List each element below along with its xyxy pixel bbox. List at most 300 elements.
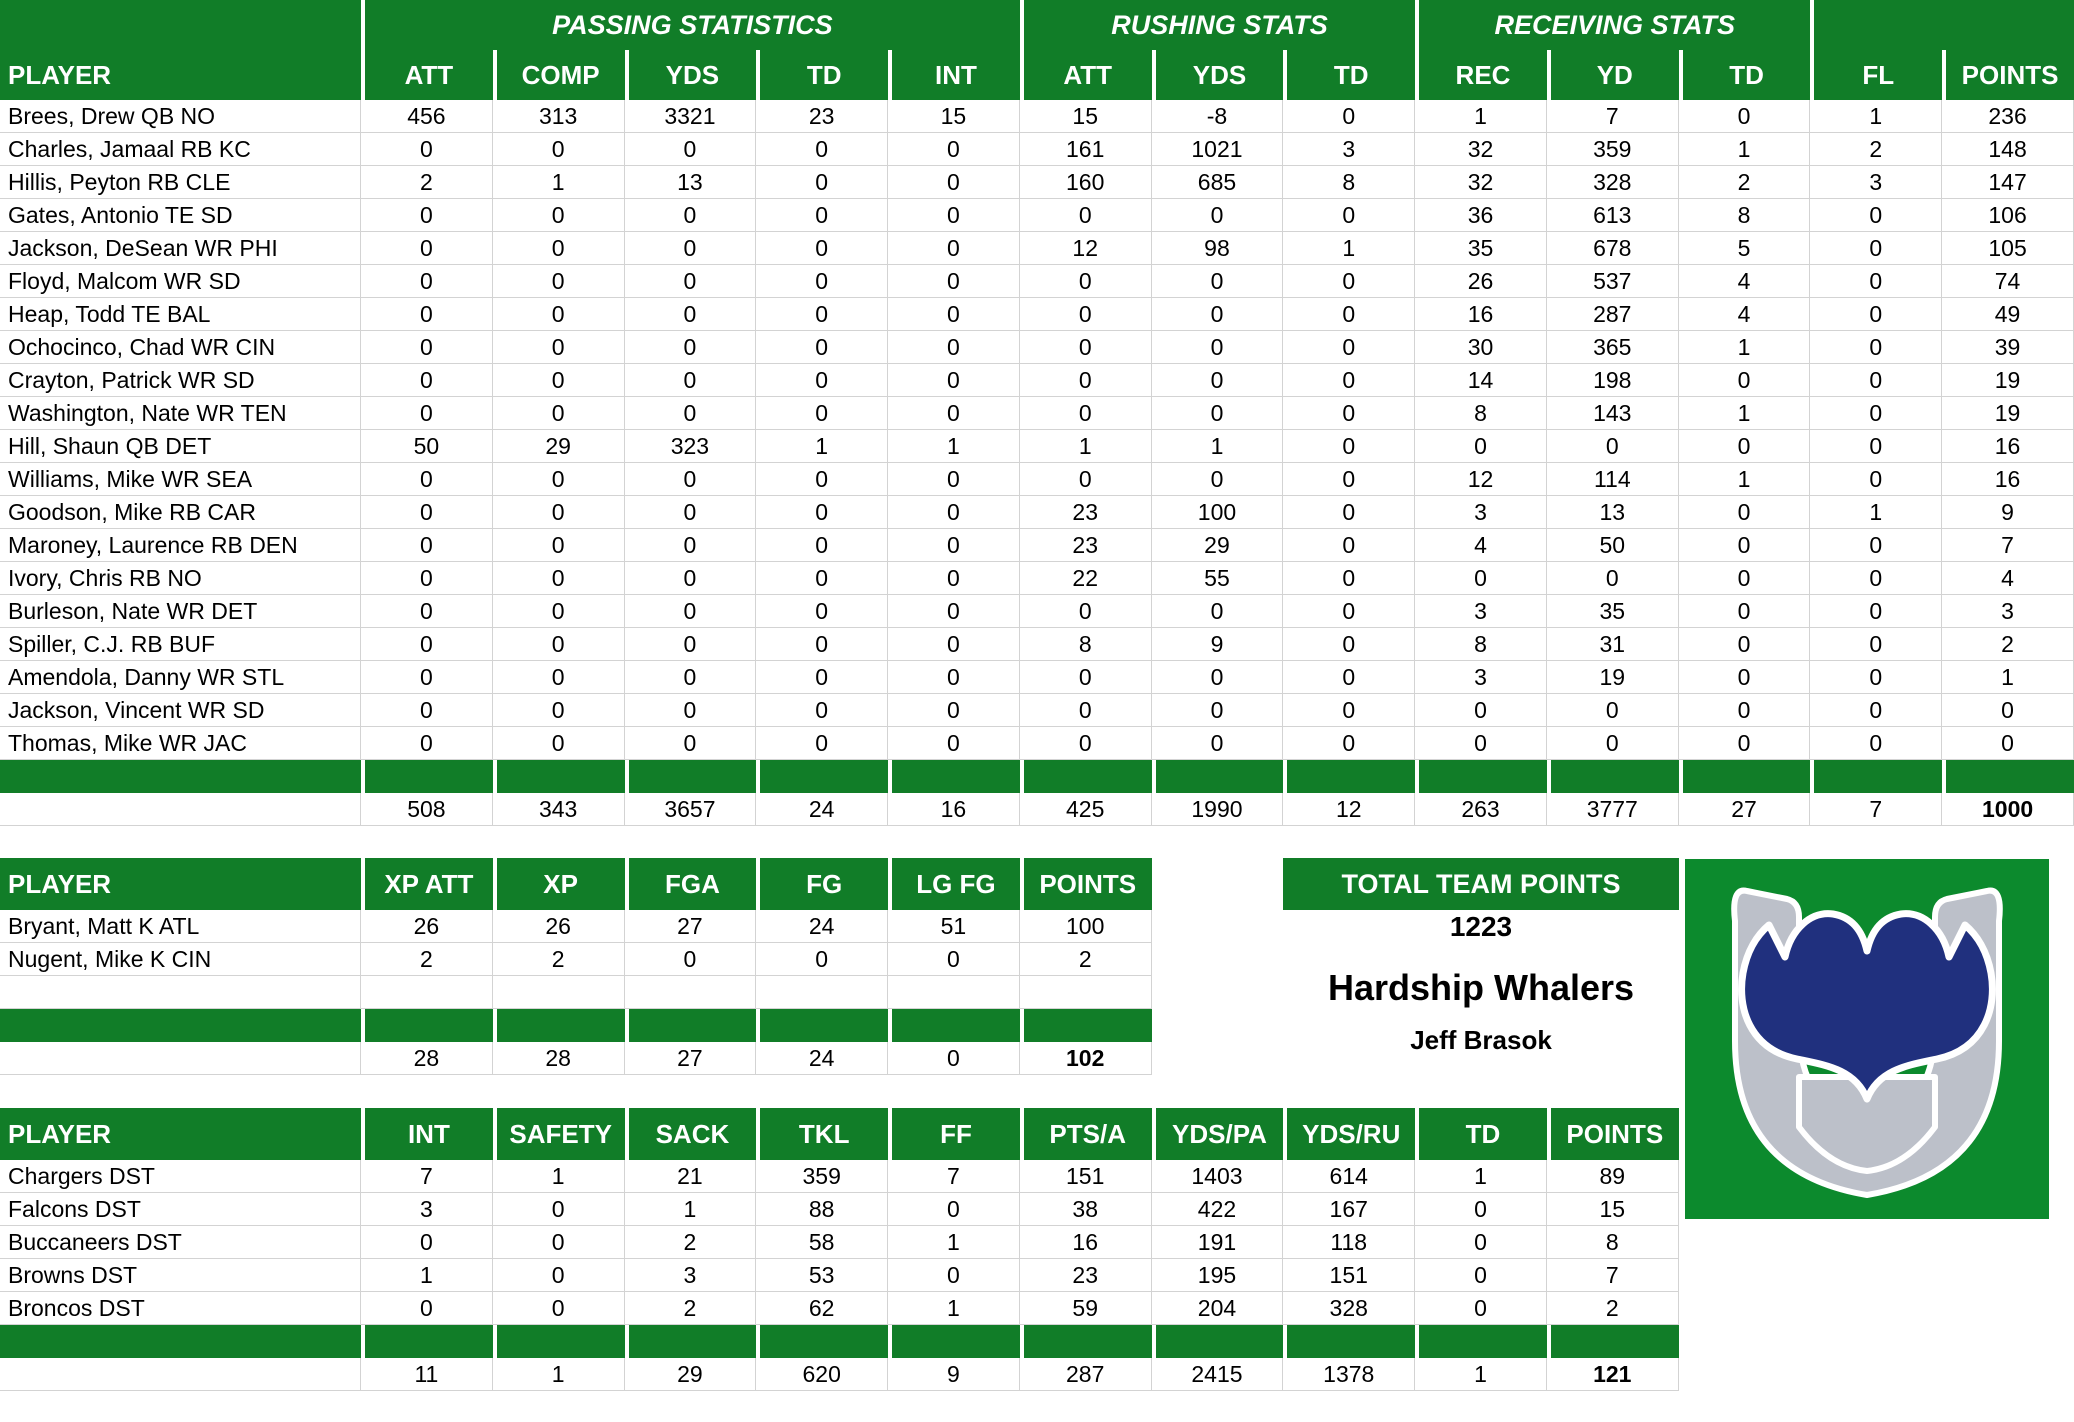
- column-header: TD: [1283, 50, 1415, 100]
- stat-group-header: PASSING STATISTICS: [361, 0, 1020, 50]
- stat-cell: 0: [625, 199, 757, 232]
- stat-cell: 0: [1283, 628, 1415, 661]
- stat-cell: 0: [493, 694, 625, 727]
- stat-cell: 3: [1415, 661, 1547, 694]
- stat-cell: 0: [888, 727, 1020, 760]
- total-cell: 24: [756, 1042, 888, 1075]
- stat-cell: 62: [756, 1292, 888, 1325]
- stat-cell: 0: [888, 1193, 1020, 1226]
- stat-cell: 0: [888, 943, 1020, 976]
- stat-cell: 14: [1415, 364, 1547, 397]
- total-cell: 425: [1020, 793, 1152, 826]
- group-header-row: [0, 0, 2074, 50]
- stat-cell: 0: [1283, 595, 1415, 628]
- stat-cell: 0: [1020, 727, 1152, 760]
- stat-cell: 0: [756, 595, 888, 628]
- table-row: [0, 331, 2074, 364]
- stat-cell: 0: [361, 133, 493, 166]
- stat-cell: 59: [1020, 1292, 1152, 1325]
- player-cell: Goodson, Mike RB CAR: [0, 496, 361, 529]
- column-header: INT: [361, 1108, 493, 1160]
- player-cell: Gates, Antonio TE SD: [0, 199, 361, 232]
- separator-band: [1283, 1325, 1415, 1358]
- table-row: [0, 595, 2074, 628]
- column-header: YD: [1547, 50, 1679, 100]
- stat-cell: 0: [625, 661, 757, 694]
- stat-cell: 0: [756, 562, 888, 595]
- stat-cell: 0: [1152, 298, 1284, 331]
- stat-cell: 36: [1415, 199, 1547, 232]
- stat-cell: 26: [361, 910, 493, 943]
- column-header-row: [0, 858, 1152, 910]
- total-cell: 2415: [1152, 1358, 1284, 1391]
- stat-cell: 0: [888, 364, 1020, 397]
- stat-cell: 0: [361, 463, 493, 496]
- stat-cell: 0: [888, 496, 1020, 529]
- stat-cell: 0: [1679, 430, 1811, 463]
- stat-cell: 2: [625, 1292, 757, 1325]
- stat-cell: 1: [493, 166, 625, 199]
- total-cell: 11: [361, 1358, 493, 1391]
- stat-cell: 1: [1810, 496, 1942, 529]
- stat-cell: 0: [756, 463, 888, 496]
- stat-cell: 0: [1283, 463, 1415, 496]
- stat-cell: 1: [888, 1226, 1020, 1259]
- totals-label-cell: [0, 1358, 361, 1391]
- stat-cell: 0: [888, 595, 1020, 628]
- stat-cell: 0: [1283, 661, 1415, 694]
- team-name: Hardship Whalers: [1327, 967, 1635, 1008]
- stat-cell: 0: [1152, 661, 1284, 694]
- stat-cell: 0: [1679, 562, 1811, 595]
- column-header-row: [0, 50, 2074, 100]
- stat-cell: 0: [1283, 562, 1415, 595]
- separator-band: [756, 1325, 888, 1358]
- stat-cell: 456: [361, 100, 493, 133]
- stat-cell: 24: [756, 910, 888, 943]
- stat-cell: 1: [625, 1193, 757, 1226]
- stat-cell: 0: [625, 529, 757, 562]
- stat-cell: 0: [756, 331, 888, 364]
- stat-cell: 0: [1679, 595, 1811, 628]
- stat-cell: 422: [1152, 1193, 1284, 1226]
- total-cell: 620: [756, 1358, 888, 1391]
- total-cell: 1000: [1942, 793, 2074, 826]
- stat-cell: 19: [1942, 397, 2074, 430]
- stat-cell: 1: [1679, 133, 1811, 166]
- stat-cell: 3: [1283, 133, 1415, 166]
- column-header: LG FG: [888, 858, 1020, 910]
- column-header-row: [0, 1108, 1679, 1160]
- player-cell: Amendola, Danny WR STL: [0, 661, 361, 694]
- stat-cell: 0: [1810, 430, 1942, 463]
- stat-cell: 191: [1152, 1226, 1284, 1259]
- column-header: ATT: [361, 50, 493, 100]
- totals-label-cell: [0, 1042, 361, 1075]
- stat-cell: 7: [1547, 100, 1679, 133]
- stat-cell: 0: [361, 694, 493, 727]
- player-cell: Maroney, Laurence RB DEN: [0, 529, 361, 562]
- stat-cell: 4: [1679, 298, 1811, 331]
- empty-cell: [0, 976, 361, 1009]
- column-header: YDS: [625, 50, 757, 100]
- stat-cell: 0: [493, 1226, 625, 1259]
- stat-cell: 39: [1942, 331, 2074, 364]
- stat-cell: 13: [625, 166, 757, 199]
- total-cell: 27: [1679, 793, 1811, 826]
- player-cell: Washington, Nate WR TEN: [0, 397, 361, 430]
- stat-cell: 8: [1415, 397, 1547, 430]
- empty-cell: [888, 976, 1020, 1009]
- stat-cell: 0: [1283, 496, 1415, 529]
- column-header: TD: [1679, 50, 1811, 100]
- table-row: [0, 496, 2074, 529]
- stat-cell: 16: [1415, 298, 1547, 331]
- table-row: [0, 232, 2074, 265]
- stat-cell: 50: [1547, 529, 1679, 562]
- stat-cell: 0: [361, 364, 493, 397]
- empty-cell: [756, 976, 888, 1009]
- stat-cell: 0: [625, 943, 757, 976]
- separator-band: [1020, 1009, 1152, 1042]
- stat-cell: 55: [1152, 562, 1284, 595]
- table-row: [0, 562, 2074, 595]
- stat-cell: 0: [1942, 727, 2074, 760]
- player-cell: Spiller, C.J. RB BUF: [0, 628, 361, 661]
- stat-cell: 0: [1020, 265, 1152, 298]
- stat-cell: 1: [1283, 232, 1415, 265]
- player-cell: Buccaneers DST: [0, 1226, 361, 1259]
- totals-row: [0, 1358, 1679, 1391]
- stat-cell: 0: [1810, 661, 1942, 694]
- table-row: [0, 1259, 1679, 1292]
- stat-cell: 58: [756, 1226, 888, 1259]
- separator-band: [1152, 760, 1284, 793]
- separator-band: [1020, 760, 1152, 793]
- stat-cell: 0: [1152, 595, 1284, 628]
- table-row: [0, 199, 2074, 232]
- stat-cell: 198: [1547, 364, 1679, 397]
- stat-cell: 0: [1415, 1259, 1547, 1292]
- stat-cell: 0: [888, 166, 1020, 199]
- stat-cell: 23: [1020, 1259, 1152, 1292]
- player-cell: Jackson, Vincent WR SD: [0, 694, 361, 727]
- stat-cell: 29: [493, 430, 625, 463]
- stat-cell: 147: [1942, 166, 2074, 199]
- stat-cell: 0: [888, 133, 1020, 166]
- table-row: [0, 265, 2074, 298]
- stat-cell: 0: [493, 364, 625, 397]
- stat-cell: 16: [1020, 1226, 1152, 1259]
- table-row: [0, 1292, 1679, 1325]
- stat-cell: 0: [1283, 331, 1415, 364]
- stat-cell: 0: [888, 463, 1020, 496]
- stat-cell: 0: [888, 298, 1020, 331]
- stat-cell: 0: [888, 232, 1020, 265]
- stat-cell: 4: [1415, 529, 1547, 562]
- column-header: POINTS: [1020, 858, 1152, 910]
- stat-cell: 0: [1283, 727, 1415, 760]
- stat-cell: 0: [493, 661, 625, 694]
- stat-cell: 50: [361, 430, 493, 463]
- player-cell: Floyd, Malcom WR SD: [0, 265, 361, 298]
- stat-cell: 0: [756, 496, 888, 529]
- stat-cell: 1403: [1152, 1160, 1284, 1193]
- total-team-points-value: 1223: [1449, 910, 1513, 942]
- column-header: SAFETY: [493, 1108, 625, 1160]
- stat-cell: 0: [1152, 727, 1284, 760]
- column-header: POINTS: [1942, 50, 2074, 100]
- stat-cell: 31: [1547, 628, 1679, 661]
- stat-cell: 0: [361, 298, 493, 331]
- stat-cell: 0: [1679, 661, 1811, 694]
- stat-cell: 0: [756, 232, 888, 265]
- table-row: [0, 100, 2074, 133]
- stat-cell: 0: [1547, 727, 1679, 760]
- stat-cell: 0: [1810, 364, 1942, 397]
- player-cell: Jackson, DeSean WR PHI: [0, 232, 361, 265]
- stat-cell: 0: [493, 265, 625, 298]
- stat-cell: 0: [888, 628, 1020, 661]
- column-header: PLAYER: [0, 1108, 361, 1160]
- stat-cell: 3: [625, 1259, 757, 1292]
- kicker-stats-table: [0, 858, 1152, 1075]
- total-cell: 102: [1020, 1042, 1152, 1075]
- stat-cell: 106: [1942, 199, 2074, 232]
- stat-cell: 0: [756, 628, 888, 661]
- separator-row: [0, 760, 2074, 793]
- stat-cell: 0: [756, 133, 888, 166]
- stat-cell: 143: [1547, 397, 1679, 430]
- stat-cell: 0: [361, 199, 493, 232]
- stat-cell: 29: [1152, 529, 1284, 562]
- stat-cell: 0: [361, 628, 493, 661]
- stat-cell: 0: [1942, 694, 2074, 727]
- stat-cell: 0: [756, 727, 888, 760]
- separator-band: [493, 1009, 625, 1042]
- empty-cell: [493, 976, 625, 1009]
- stat-cell: 100: [1152, 496, 1284, 529]
- column-header: ATT: [1020, 50, 1152, 100]
- stat-cell: 3: [1415, 595, 1547, 628]
- stat-cell: 0: [1679, 496, 1811, 529]
- total-cell: 28: [361, 1042, 493, 1075]
- stat-cell: 0: [1283, 430, 1415, 463]
- empty-row: [0, 976, 1152, 1009]
- player-cell: Broncos DST: [0, 1292, 361, 1325]
- stat-cell: 151: [1283, 1259, 1415, 1292]
- stat-cell: 38: [1020, 1193, 1152, 1226]
- stat-cell: 16: [1942, 463, 2074, 496]
- stat-cell: 2: [1679, 166, 1811, 199]
- stat-cell: 0: [888, 694, 1020, 727]
- team-summary: [1283, 858, 1679, 1078]
- stat-cell: 0: [1020, 661, 1152, 694]
- column-header: PLAYER: [0, 858, 361, 910]
- stat-cell: 0: [361, 1226, 493, 1259]
- stat-cell: 2: [1810, 133, 1942, 166]
- stat-cell: 2: [625, 1226, 757, 1259]
- separator-band: [625, 1009, 757, 1042]
- table-row: [0, 1160, 1679, 1193]
- stat-cell: 0: [1283, 364, 1415, 397]
- stat-cell: 0: [1020, 298, 1152, 331]
- separator-band: [493, 760, 625, 793]
- total-cell: 121: [1547, 1358, 1679, 1391]
- total-cell: 1990: [1152, 793, 1284, 826]
- separator-band: [1415, 1325, 1547, 1358]
- stat-cell: 0: [361, 1292, 493, 1325]
- stat-cell: 5: [1679, 232, 1811, 265]
- stat-cell: 7: [1942, 529, 2074, 562]
- stat-cell: 16: [1942, 430, 2074, 463]
- stat-cell: 2: [1547, 1292, 1679, 1325]
- stat-cell: 32: [1415, 133, 1547, 166]
- player-cell: Browns DST: [0, 1259, 361, 1292]
- stat-cell: 0: [1283, 298, 1415, 331]
- stat-cell: 0: [1679, 727, 1811, 760]
- player-cell: Bryant, Matt K ATL: [0, 910, 361, 943]
- player-cell: Ochocinco, Chad WR CIN: [0, 331, 361, 364]
- stat-cell: 21: [625, 1160, 757, 1193]
- stat-cell: 0: [625, 562, 757, 595]
- stat-cell: 3: [1415, 496, 1547, 529]
- separator-band: [1415, 760, 1547, 793]
- player-cell: Nugent, Mike K CIN: [0, 943, 361, 976]
- stat-cell: 19: [1547, 661, 1679, 694]
- stat-cell: 0: [493, 529, 625, 562]
- player-cell: Falcons DST: [0, 1193, 361, 1226]
- player-cell: Burleson, Nate WR DET: [0, 595, 361, 628]
- stat-cell: 0: [888, 265, 1020, 298]
- separator-band: [361, 1325, 493, 1358]
- stat-cell: 9: [1942, 496, 2074, 529]
- table-row: [0, 133, 2074, 166]
- separator-band: [888, 1009, 1020, 1042]
- stat-cell: 0: [1810, 727, 1942, 760]
- total-cell: 27: [625, 1042, 757, 1075]
- stat-cell: 0: [1283, 199, 1415, 232]
- stat-cell: 0: [756, 364, 888, 397]
- stat-cell: 0: [361, 331, 493, 364]
- stat-cell: 0: [625, 232, 757, 265]
- stat-cell: 0: [888, 1259, 1020, 1292]
- stat-cell: 0: [1810, 463, 1942, 496]
- stat-cell: 0: [1020, 331, 1152, 364]
- table-row: [0, 166, 2074, 199]
- stat-cell: 12: [1415, 463, 1547, 496]
- stat-cell: 9: [1152, 628, 1284, 661]
- stat-cell: 15: [1547, 1193, 1679, 1226]
- stat-cell: 0: [493, 628, 625, 661]
- total-cell: 508: [361, 793, 493, 826]
- stat-cell: 0: [1415, 1193, 1547, 1226]
- stat-cell: 0: [888, 199, 1020, 232]
- player-cell: Charles, Jamaal RB KC: [0, 133, 361, 166]
- stat-cell: 0: [888, 529, 1020, 562]
- stat-cell: 0: [361, 529, 493, 562]
- stat-cell: 3321: [625, 100, 757, 133]
- stat-cell: 7: [1547, 1259, 1679, 1292]
- stat-cell: 2: [493, 943, 625, 976]
- player-cell: Ivory, Chris RB NO: [0, 562, 361, 595]
- stat-cell: 0: [1152, 199, 1284, 232]
- stat-cell: 30: [1415, 331, 1547, 364]
- stat-cell: 0: [1152, 331, 1284, 364]
- stat-cell: 0: [1415, 430, 1547, 463]
- stat-cell: 0: [756, 943, 888, 976]
- stat-cell: 0: [756, 661, 888, 694]
- stat-cell: 12: [1020, 232, 1152, 265]
- table-row: [0, 529, 2074, 562]
- stat-cell: 0: [1810, 397, 1942, 430]
- column-header: YDS: [1152, 50, 1284, 100]
- stat-cell: 13: [1547, 496, 1679, 529]
- stat-cell: 8: [1547, 1226, 1679, 1259]
- stat-cell: 89: [1547, 1160, 1679, 1193]
- table-row: [0, 628, 2074, 661]
- stat-cell: 4: [1942, 562, 2074, 595]
- stat-cell: 23: [1020, 496, 1152, 529]
- stat-cell: 537: [1547, 265, 1679, 298]
- stat-cell: 1021: [1152, 133, 1284, 166]
- stat-cell: 15: [888, 100, 1020, 133]
- empty-cell: [361, 976, 493, 1009]
- stat-cell: 53: [756, 1259, 888, 1292]
- stat-cell: 0: [1810, 562, 1942, 595]
- column-header: TD: [756, 50, 888, 100]
- stat-cell: 0: [1810, 331, 1942, 364]
- stat-cell: 0: [361, 232, 493, 265]
- total-cell: 29: [625, 1358, 757, 1391]
- stat-cell: 359: [756, 1160, 888, 1193]
- total-cell: 1: [493, 1358, 625, 1391]
- total-cell: 3777: [1547, 793, 1679, 826]
- stat-cell: 148: [1942, 133, 2074, 166]
- separator-band: [1942, 760, 2074, 793]
- stat-cell: 0: [361, 727, 493, 760]
- empty-cell: [625, 976, 757, 1009]
- stat-cell: 195: [1152, 1259, 1284, 1292]
- stat-cell: 0: [1415, 694, 1547, 727]
- totals-row: [0, 1042, 1152, 1075]
- stat-cell: 0: [1810, 199, 1942, 232]
- stat-cell: 3: [1942, 595, 2074, 628]
- stat-cell: 0: [1152, 397, 1284, 430]
- stat-cell: 0: [625, 628, 757, 661]
- column-header: FF: [888, 1108, 1020, 1160]
- stat-cell: 323: [625, 430, 757, 463]
- group-header-spacer: [0, 0, 361, 50]
- stat-cell: 0: [1152, 694, 1284, 727]
- stat-cell: 678: [1547, 232, 1679, 265]
- table-row: [0, 463, 2074, 496]
- column-header: SACK: [625, 1108, 757, 1160]
- stat-cell: 0: [1679, 100, 1811, 133]
- stat-cell: 88: [756, 1193, 888, 1226]
- table-row: [0, 910, 1152, 943]
- empty-cell: [1020, 976, 1152, 1009]
- stat-cell: 1: [1679, 397, 1811, 430]
- stat-cell: 1: [1152, 430, 1284, 463]
- stat-cell: 0: [1283, 529, 1415, 562]
- separator-band: [1152, 1325, 1284, 1358]
- table-row: [0, 1193, 1679, 1226]
- stat-cell: 3: [1810, 166, 1942, 199]
- stat-cell: 114: [1547, 463, 1679, 496]
- stat-cell: 167: [1283, 1193, 1415, 1226]
- total-cell: 287: [1020, 1358, 1152, 1391]
